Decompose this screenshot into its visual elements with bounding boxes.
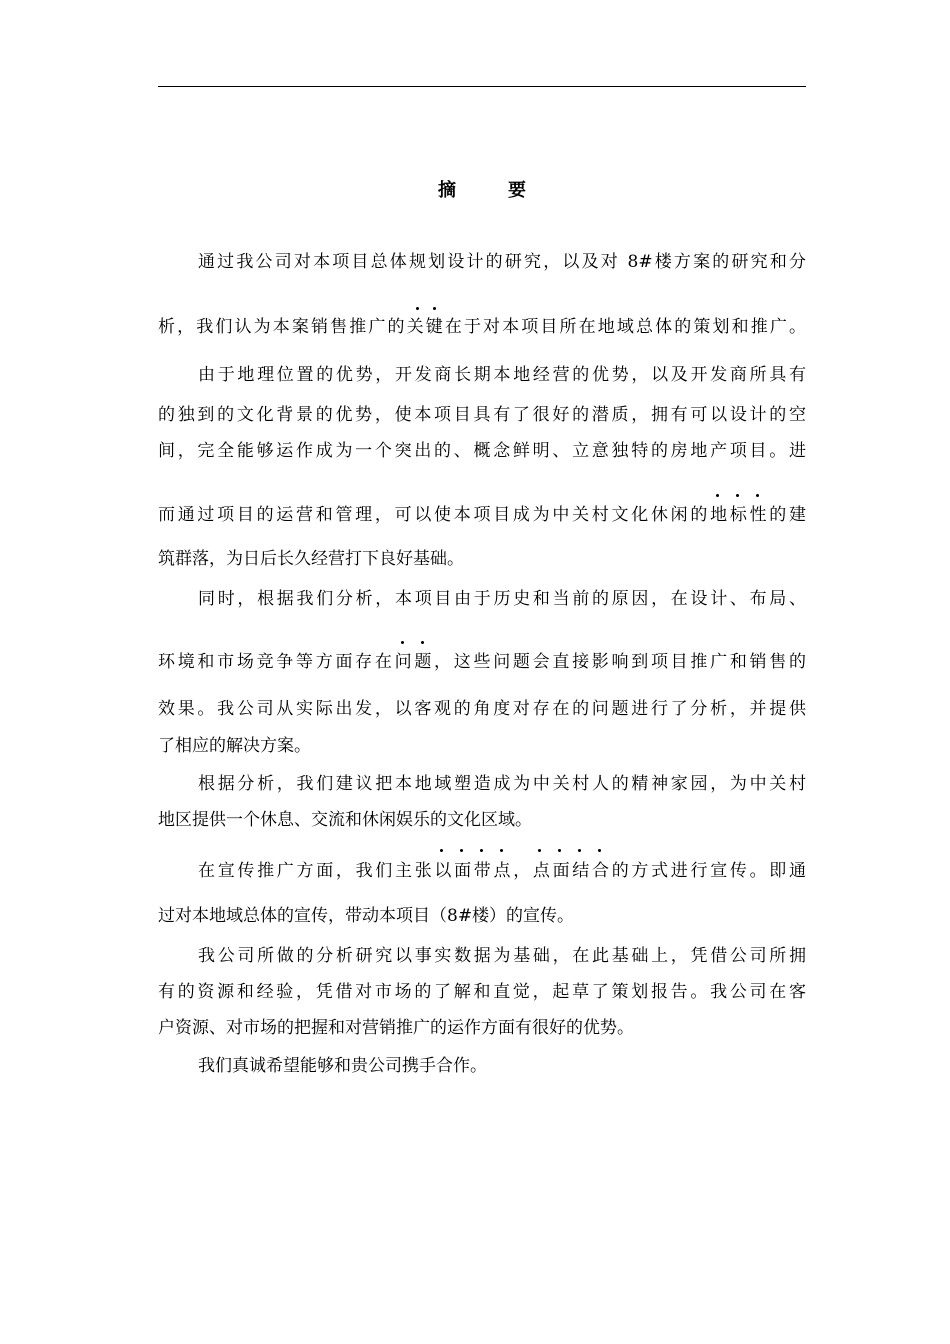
- emphasis-dot: [433, 307, 436, 310]
- body-line: 了相应的解决方案。: [158, 736, 311, 756]
- body-line: 由于地理位置的优势，开发商长期本地经营的优势，以及开发商所具有: [198, 365, 806, 385]
- body-line: 筑群落，为日后长久经营打下良好基础。: [158, 549, 464, 569]
- emphasis-dot: [480, 849, 483, 852]
- abstract-title: [158, 176, 806, 202]
- body-line: 环境和市场竞争等方面存在问题，这些问题会直接影响到项目推广和销售的: [158, 652, 806, 672]
- emphasis-dot: [598, 849, 601, 852]
- body-line: 析，我们认为本案销售推广的关键在于对本项目所在地域总体的策划和推广。: [158, 317, 806, 337]
- header-rule: [158, 86, 806, 87]
- body-line: 我们真诚希望能够和贵公司携手合作。: [198, 1056, 487, 1076]
- emphasis-dot: [538, 849, 541, 852]
- emphasis-dot: [736, 494, 739, 497]
- emphasis-dot: [416, 307, 419, 310]
- body-line: 户资源、对市场的把握和对营销推广的运作方面有很好的优势。: [158, 1018, 634, 1038]
- body-line: 过对本地域总体的宣传，带动本项目（8#楼）的宣传。: [158, 906, 575, 926]
- body-line: 的独到的文化背景的优势，使本项目具有了很好的潜质，拥有可以设计的空: [158, 405, 806, 425]
- body-line: 地区提供一个休息、交流和休闲娱乐的文化区域。: [158, 810, 532, 830]
- emphasis-dot: [401, 641, 404, 644]
- body-line: 间，完全能够运作成为一个突出的、概念鲜明、立意独特的房地产项目。进: [158, 441, 806, 461]
- title-char-2: 要: [508, 180, 526, 201]
- body-line: 有的资源和经验，凭借对市场的了解和直觉，起草了策划报告。我公司在客: [158, 982, 806, 1002]
- body-line: 根据分析，我们建议把本地域塑造成为中关村人的精神家园，为中关村: [198, 774, 806, 794]
- emphasis-dot: [578, 849, 581, 852]
- emphasis-dot: [440, 849, 443, 852]
- body-line: 我公司所做的分析研究以事实数据为基础，在此基础上，凭借公司所拥: [198, 946, 806, 966]
- body-line: 效果。我公司从实际出发，以客观的角度对存在的问题进行了分析，并提供: [158, 699, 806, 719]
- emphasis-dot: [716, 494, 719, 497]
- title-char-1: 摘: [438, 180, 456, 201]
- body-line: 通过我公司对本项目总体规划设计的研究，以及对 8#楼方案的研究和分: [198, 252, 806, 272]
- body-line: 同时，根据我们分析，本项目由于历史和当前的原因，在设计、布局、: [198, 589, 806, 609]
- emphasis-dot: [500, 849, 503, 852]
- body-line: 而通过项目的运营和管理，可以使本项目成为中关村文化休闲的地标性的建: [158, 505, 806, 525]
- emphasis-dot: [756, 494, 759, 497]
- body-line: 在宣传推广方面，我们主张以面带点，点面结合的方式进行宣传。即通: [198, 861, 806, 881]
- emphasis-dot: [460, 849, 463, 852]
- emphasis-dot: [421, 641, 424, 644]
- emphasis-dot: [558, 849, 561, 852]
